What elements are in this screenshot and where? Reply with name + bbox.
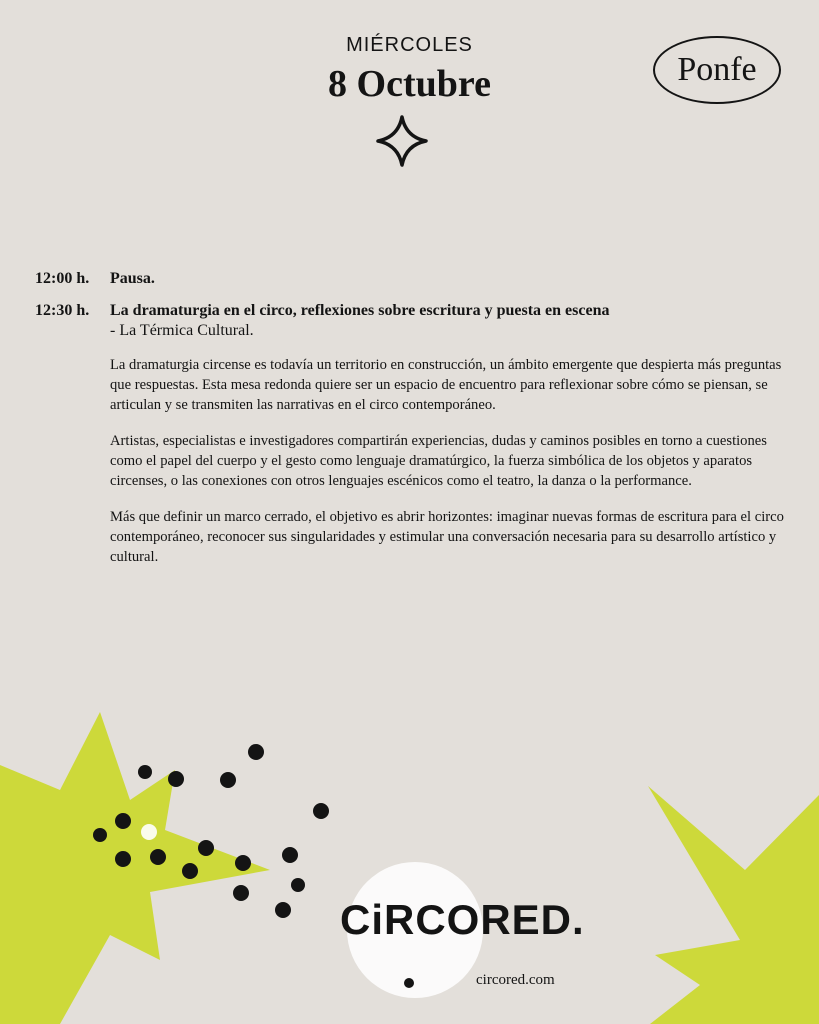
dot [235,855,251,871]
circored-logo [340,880,585,1000]
dot [182,863,198,879]
dot [115,813,131,829]
dot [115,851,131,867]
dot [168,771,184,787]
dot [275,902,291,918]
logo-wordmark: CiRCORED. [340,896,585,943]
schedule-title: La dramaturgia en el circo, reflexiones sobre escritura y puesta en escena [110,302,610,319]
dot [138,765,152,779]
schedule-title: Pausa. [110,270,155,287]
schedule-time: 12:30 h. [35,302,90,319]
dot [282,847,298,863]
dot [233,885,249,901]
dot [291,878,305,892]
starburst-left-shape [0,712,270,1024]
dot [150,849,166,865]
dot [313,803,329,819]
schedule-venue: - La Térmica Cultural. [110,322,254,339]
description-paragraph: Artistas, especialistas e investigadores compartirán experiencias, dudas y caminos posibles en torno a cuestiones como el papel del cuerpo y el gesto como lenguaje dramatúrgico, la fuerza simbólica de los objetos y aparatos circenses, o las conexiones con otros lenguajes escénicos como el teatro, la danza o la performance. [110,433,767,489]
dot [141,824,157,840]
event-date: 8 Octubre [328,63,491,105]
description-paragraph: La dramaturgia circense es todavía un territorio en construcción, un ámbito emergente que despierta más preguntas que respuestas. Esta mesa redonda quiere ser un espacio de encuentro para reflexionar sobre cómo se piensan, se articulan y se transmiten las narrativas en el circo contemporáneo. [110,357,782,413]
day-of-week: MIÉRCOLES [346,34,473,56]
schedule-time: 12:00 h. [35,270,90,287]
ponfe-badge: Ponfe [653,36,781,104]
website-url: circored.com [476,972,555,988]
dot [248,744,264,760]
starburst-right-shape [648,786,819,1024]
description-paragraph: Más que definir un marco cerrado, el objetivo es abrir horizontes: imaginar nuevas formas de escritura para el circo contemporáneo, reconocer sus singularidades y estimular una conversación necesaria para su desarrollo artístico y cultural. [110,509,784,565]
dot [93,828,107,842]
dot [220,772,236,788]
dot [198,840,214,856]
